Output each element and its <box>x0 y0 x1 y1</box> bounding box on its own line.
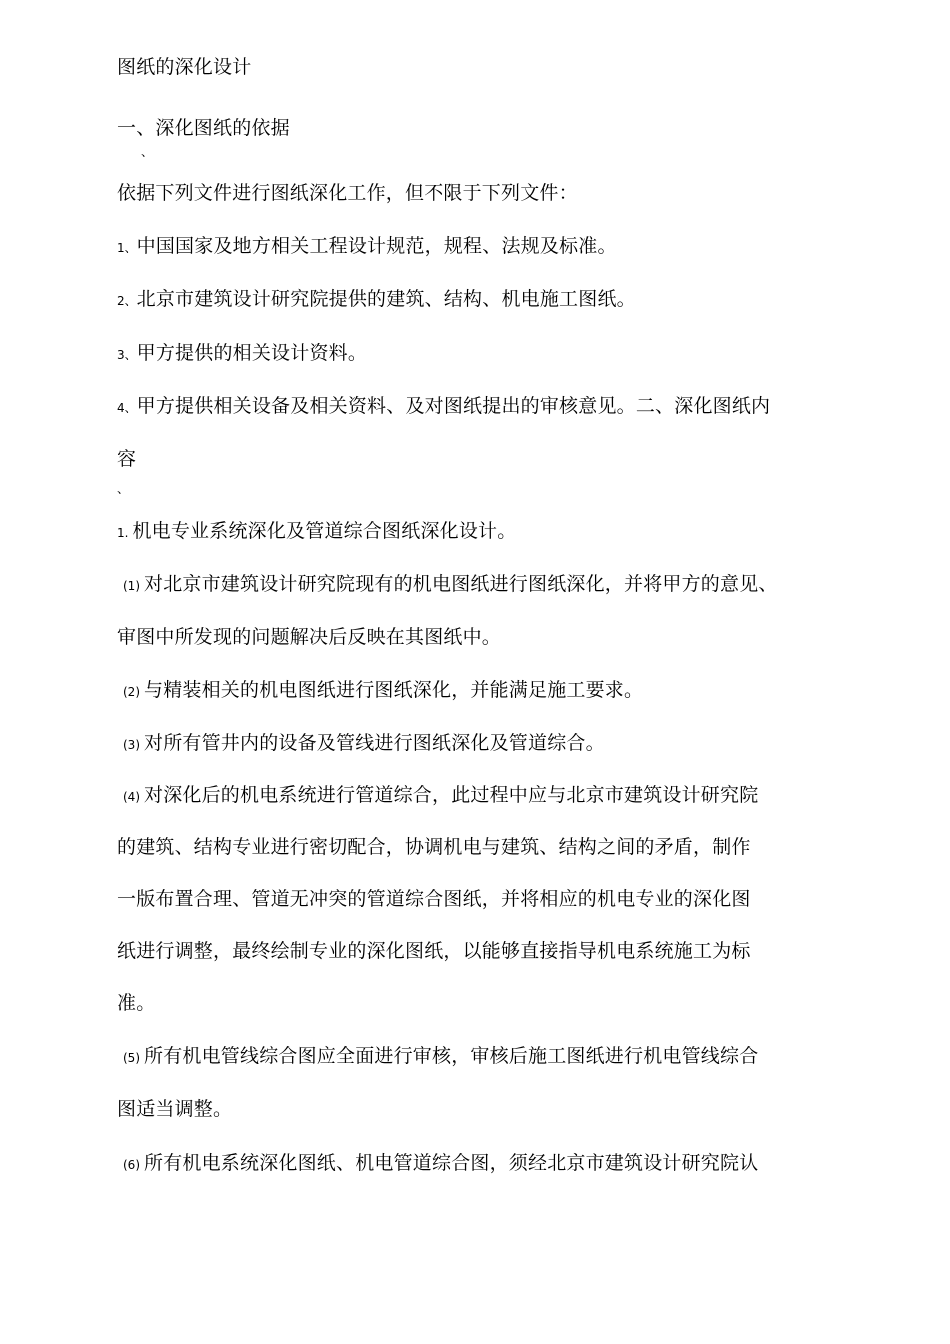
sub-item-text: 对所有管井内的设备及管线进行图纸深化及管道综合。 <box>144 732 605 754</box>
sub-item-text: 准。 <box>117 992 156 1014</box>
sub-item-4-line-3 <box>117 886 751 912</box>
document-title <box>117 54 251 80</box>
section-1-heading <box>117 115 290 141</box>
basis-number: 3、 <box>117 348 137 362</box>
title-text: 图纸的深化设计 <box>117 56 252 78</box>
sub-item-text: 与精装相关的机电图纸进行图纸深化，并能满足施工要求。 <box>144 679 644 701</box>
sub-item-3 <box>123 730 605 758</box>
sub-item-number: (2) <box>123 685 140 699</box>
basis-item-1 <box>117 233 617 261</box>
item-1-number: 1. <box>117 526 129 540</box>
sub-item-text: 审图中所发现的问题解决后反映在其图纸中。 <box>117 626 502 648</box>
sub-item-text: 所有机电系统深化图纸、机电管道综合图，须经北京市建筑设计研究院认 <box>144 1152 759 1174</box>
intro-text: 依据下列文件进行图纸深化工作，但不限于下列文件： <box>117 182 578 204</box>
basis-number: 1、 <box>117 241 137 255</box>
basis-item-4 <box>117 393 770 421</box>
basis-number: 4、 <box>117 401 137 415</box>
sub-item-text: 对深化后的机电系统进行管道综合，此过程中应与北京市建筑设计研究院 <box>144 784 759 806</box>
sub-item-text: 纸进行调整，最终绘制专业的深化图纸，以能够直接指导机电系统施工为标 <box>117 940 751 962</box>
sub-item-1-line-2 <box>117 624 501 650</box>
sub-item-number: (1) <box>123 579 140 593</box>
sub-item-4-line-5 <box>117 990 155 1016</box>
tick-mark-1: 、 <box>141 145 154 159</box>
item-1-text: 机电专业系统深化及管道综合图纸深化设计。 <box>132 520 517 542</box>
wrap-line-rong <box>117 446 136 472</box>
basis-item-3 <box>117 340 367 368</box>
basis-number: 2、 <box>117 294 137 308</box>
sub-item-6-line-1 <box>123 1150 758 1178</box>
sub-item-number: (6) <box>123 1158 140 1172</box>
sub-item-text: 所有机电管线综合图应全面进行审核，审核后施工图纸进行机电管线综合 <box>144 1045 759 1067</box>
sub-item-4-line-4 <box>117 938 751 964</box>
sub-item-number: (5) <box>123 1051 140 1065</box>
sub-item-text: 图适当调整。 <box>117 1098 233 1120</box>
basis-text: 甲方提供相关设备及相关资料、及对图纸提出的审核意见。二、深化图纸内 <box>136 395 771 417</box>
item-1-heading <box>117 518 516 546</box>
wrap-text: 容 <box>117 448 137 470</box>
basis-item-2 <box>117 286 636 314</box>
section-1-title: 深化图纸的依据 <box>155 117 290 139</box>
sub-item-text: 对北京市建筑设计研究院现有的机电图纸进行图纸深化，并将甲方的意见、 <box>144 573 778 595</box>
sub-item-text: 的建筑、结构专业进行密切配合，协调机电与建筑、结构之间的矛盾，制作 <box>117 836 751 858</box>
basis-text: 甲方提供的相关设计资料。 <box>136 342 368 364</box>
sub-item-5-line-1 <box>123 1043 758 1071</box>
sub-item-1-line-1 <box>123 571 778 599</box>
sub-item-number: (4) <box>123 790 140 804</box>
basis-text: 中国国家及地方相关工程设计规范，规程、法规及标准。 <box>136 235 617 257</box>
sub-item-4-line-2 <box>117 834 751 860</box>
sub-item-number: (3) <box>123 738 140 752</box>
sub-item-4-line-1 <box>123 782 758 810</box>
section-1-number: 一、 <box>117 117 156 139</box>
tick-mark-2: 、 <box>117 482 130 496</box>
sub-item-text: 一版布置合理、管道无冲突的管道综合图纸，并将相应的机电专业的深化图 <box>117 888 751 910</box>
intro-paragraph <box>117 180 578 206</box>
basis-text: 北京市建筑设计研究院提供的建筑、结构、机电施工图纸。 <box>136 288 636 310</box>
sub-item-5-line-2 <box>117 1096 232 1122</box>
sub-item-2 <box>123 677 643 705</box>
